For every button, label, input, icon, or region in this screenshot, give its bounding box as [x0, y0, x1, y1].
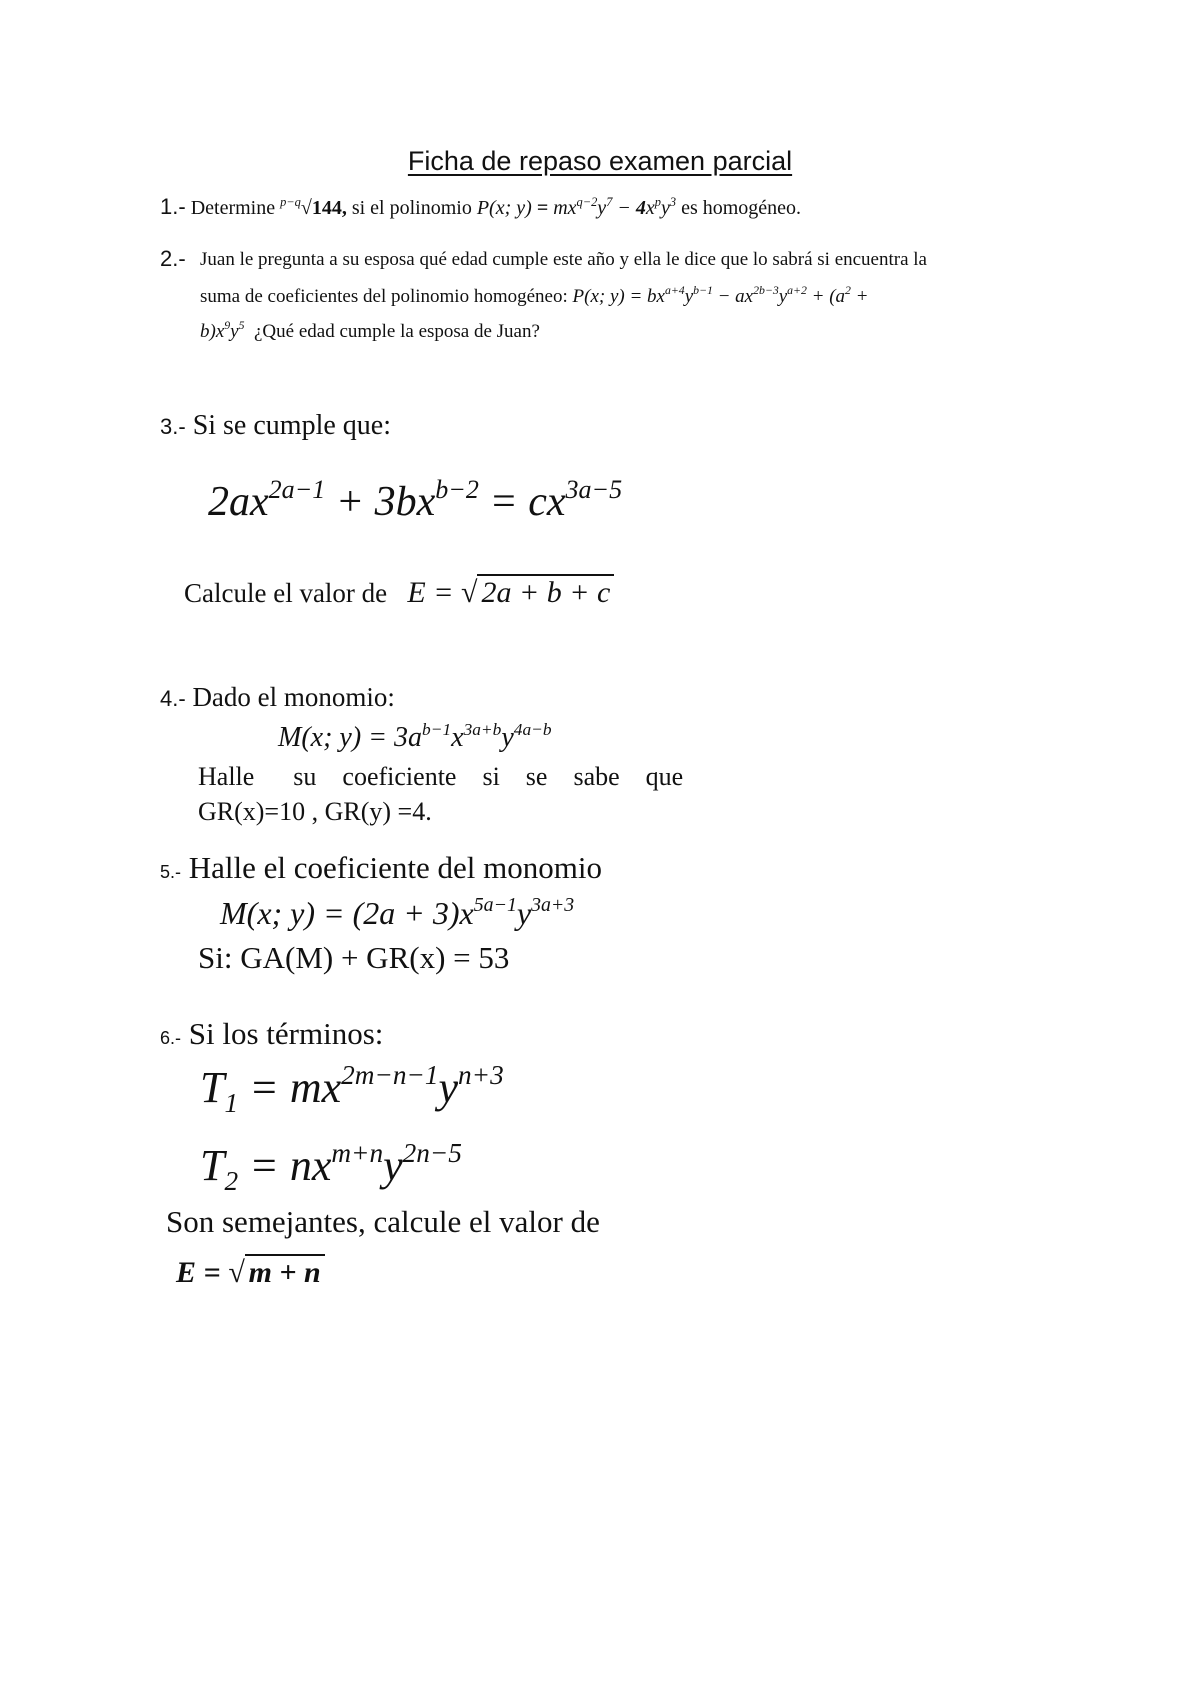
radicand: 144, [311, 197, 347, 219]
question-text: ¿Qué edad cumple la esposa de Juan? [253, 321, 540, 342]
problem-4-monomial: M(x; $y) = 3a^{b-1}x^{3a+b}y^{4a-b}$ [278, 719, 552, 753]
polynomial-expression: $b)x^9y^5$ [200, 319, 245, 342]
problem-text: Si los términos: [188, 1016, 384, 1051]
problem-4-line-a: Halle su coeficiente si se sabe que [198, 762, 684, 791]
problem-6-intro [160, 1016, 383, 1052]
problem-4-intro [160, 682, 395, 713]
ask-expression: E = √ 2a + b + c [407, 576, 614, 609]
problem-number: 4.- [160, 686, 186, 711]
problem-text: Calcule el valor de [184, 578, 388, 608]
problem-3-intro [160, 410, 391, 442]
problem-number: 2.- [160, 246, 186, 271]
problem-5-intro [160, 850, 602, 886]
problem-text: Determine [190, 197, 276, 219]
problem-6-ask-expression: E = √ m + n [176, 1254, 325, 1290]
problem-2-line-3 [200, 321, 540, 343]
problem-5-monomial: M(x; $y) = (2a + 3)x^{5a-1}y^{3a+3}$ [220, 894, 575, 931]
problem-number: 3.- [160, 414, 186, 439]
problem-3-ask [184, 574, 614, 610]
page-title: Ficha de repaso examen parcial [407, 146, 793, 176]
problem-2-line-2 [200, 286, 869, 308]
polynomial-expression: P(x; $y) = mx^{q-2}y^7 - 4x^py^3$ [476, 194, 677, 219]
problem-text: si el polinomio [351, 197, 472, 219]
problem-3-equation: $2ax^{2a-1} + 3bx^{b-2} = cx^{3a-5}$ [208, 475, 623, 525]
problem-2 [160, 246, 186, 272]
problem-6-ask: Son semejantes, calcule el valor de [166, 1204, 600, 1239]
problem-2-line-1: Juan le pregunta a su esposa qué edad cumple este año y ella le dice que lo sabrá si encuentra la [200, 249, 927, 270]
nth-root: $^{p-q}$√144, [280, 194, 347, 219]
problem-number: 6.- [160, 1028, 182, 1048]
problem-text: Si se cumple que: [192, 410, 391, 441]
problem-number: 5.- [160, 862, 182, 882]
problem-5-condition: Si: GA(M) + GR(x) = 53 [198, 940, 510, 975]
root-index: p−q [280, 194, 301, 209]
problem-text: es homogéneo. [681, 197, 802, 219]
problem-6-term-1: $T_1 = mx^{2m-n-1}y^{n+3}$ [200, 1060, 504, 1118]
problem-text: suma de coeficientes del polinomio homogéneo: [200, 286, 568, 307]
problem-1 [160, 194, 801, 220]
problem-number: 1.- [160, 194, 186, 219]
problem-text: Dado el monomio: [192, 682, 395, 712]
problem-4-line-b: GR(x)=10 , GR(y) =4. [198, 797, 432, 826]
problem-text: Halle el coeficiente del monomio [188, 850, 602, 885]
polynomial-expression: P(x; $y) = bx^{a+4}y^{b-1} - ax^{2b-3}y^{a+2} + (a^2$ + [572, 284, 869, 307]
problem-6-term-2: $T_2 = nx^{m+n}y^{2n-5}$ [200, 1138, 462, 1196]
